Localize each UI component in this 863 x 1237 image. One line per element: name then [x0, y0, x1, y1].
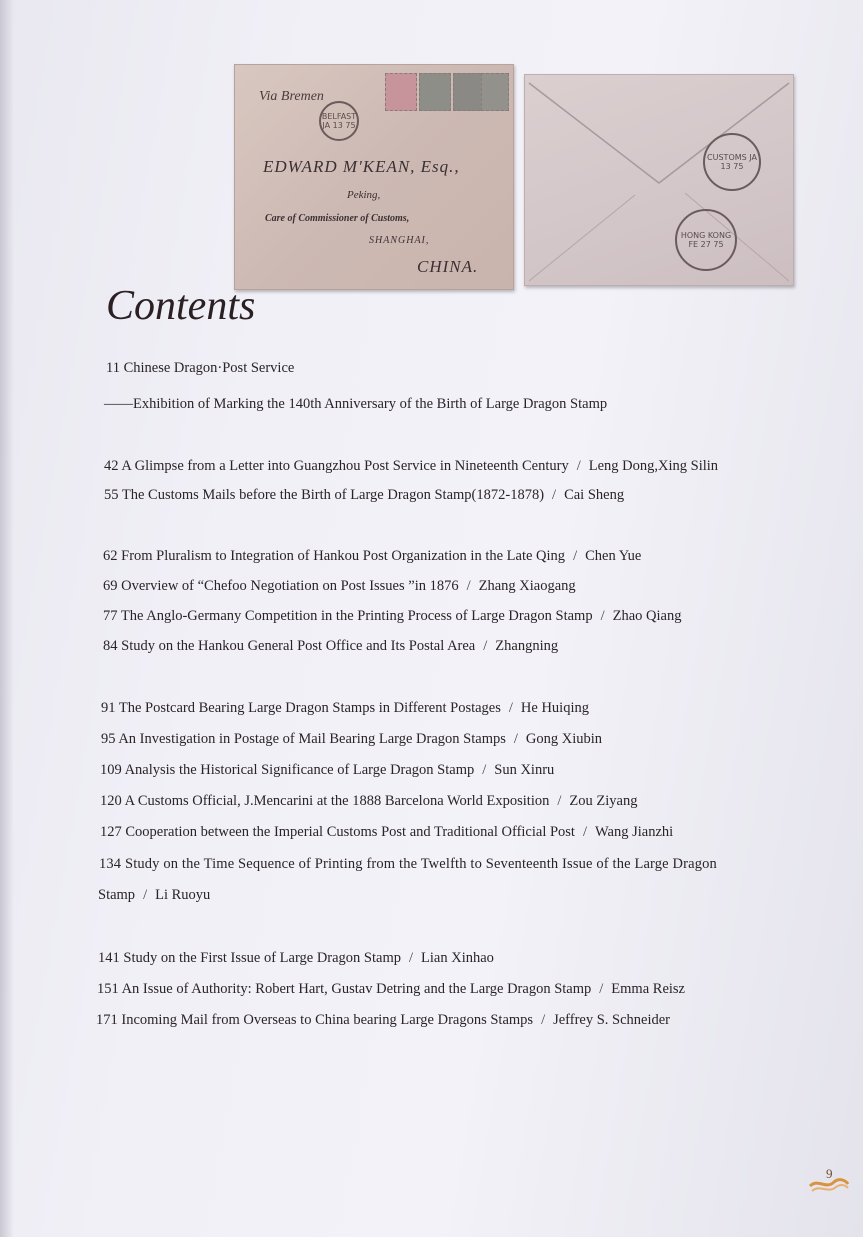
toc-entry-title: 55 The Customs Mails before the Birth of Large Dragon Stamp(1872-1878) [104, 487, 545, 503]
toc-entry [103, 578, 576, 595]
stamp-pink [385, 73, 417, 111]
toc-entry-author: Chen Yue [585, 548, 642, 564]
toc-entry [100, 762, 554, 779]
toc-entry-author: Zhangning [495, 638, 559, 654]
envelope-care-of: Care of Commissioner of Customs, [265, 213, 410, 224]
page-title: Contents [106, 283, 256, 329]
toc-entry-author: Sun Xinru [494, 762, 555, 778]
toc-entry-title: 42 A Glimpse from a Letter into Guangzhou Post Service in Nineteenth Century [104, 458, 569, 474]
toc-entry-title: 120 A Customs Official, J.Mencarini at the 1888 Barcelona World Exposition [100, 793, 550, 809]
toc-entry-title: 134 Study on the Time Sequence of Printing from the Twelfth to Seventeenth Issue of the Large Dragon [99, 856, 717, 872]
toc-entry [98, 950, 494, 967]
envelope-shanghai: SHANGHAI, [369, 235, 430, 246]
separator: / [600, 608, 605, 624]
toc-entry-title: 109 Analysis the Historical Significance of Large Dragon Stamp [100, 762, 475, 778]
stamp-gray [419, 73, 451, 111]
toc-entry [96, 1012, 670, 1029]
toc-entry-author: Zou Ziyang [569, 793, 638, 809]
toc-entry-title: 95 An Investigation in Postage of Mail Bearing Large Dragon Stamps [101, 731, 506, 747]
page-number: 9 [826, 1166, 833, 1181]
envelope-via-text: Via Bremen [259, 89, 324, 104]
separator: / [409, 950, 414, 966]
toc-entry-author: Lian Xinhao [421, 950, 494, 966]
toc-entry [101, 731, 602, 748]
stamp-gray [481, 73, 509, 111]
separator: / [483, 638, 488, 654]
postmark: BELFAST JA 13 75 [319, 101, 359, 141]
postmark: CUSTOMS JA 13 75 [703, 133, 761, 191]
toc-entry-title: Stamp [98, 887, 136, 903]
toc-entry-author: Emma Reisz [611, 981, 685, 997]
separator: / [582, 824, 587, 840]
toc-entry [104, 458, 718, 475]
toc-entry-title: 127 Cooperation between the Imperial Customs Post and Traditional Official Post [100, 824, 575, 840]
toc-entry-title: 77 The Anglo-Germany Competition in the Printing Process of Large Dragon Stamp [103, 608, 593, 624]
toc-entry-author: He Huiqing [520, 700, 589, 716]
toc-entry-title: 171 Incoming Mail from Overseas to China bearing Large Dragons Stamps [96, 1012, 534, 1028]
envelope-city: Peking, [347, 189, 381, 201]
toc-entry [100, 793, 637, 810]
toc-entry-title: 69 Overview of “Chefoo Negotiation on Post Issues ”in 1876 [103, 578, 459, 594]
separator: / [466, 578, 471, 594]
toc-entry-title: 141 Study on the First Issue of Large Dragon Stamp [98, 950, 401, 966]
toc-entry [104, 487, 624, 504]
toc-entry-author: Wang Jianzhi [595, 824, 674, 840]
toc-entry [98, 887, 210, 904]
toc-entry-author: Zhang Xiaogang [478, 578, 576, 594]
separator: / [143, 887, 148, 903]
envelope-country: CHINA. [417, 257, 479, 276]
separator: / [573, 548, 578, 564]
postmark: HONG KONG FE 27 75 [675, 209, 737, 271]
toc-entry [97, 981, 685, 998]
separator: / [576, 458, 581, 474]
toc-entry [103, 638, 558, 655]
toc-entry [100, 824, 673, 841]
toc-entry-author: Zhao Qiang [612, 608, 682, 624]
separator: / [508, 700, 513, 716]
toc-entry-title: 11 Chinese Dragon·Post Service [106, 360, 295, 376]
toc-entry-author: Leng Dong,Xing Silin [588, 458, 719, 474]
toc-entry-author: Gong Xiubin [525, 731, 603, 747]
toc-entry-title: 62 From Pluralism to Integration of Hankou Post Organization in the Late Qing [103, 548, 566, 564]
book-spine-shadow [0, 0, 14, 1237]
separator: / [557, 793, 562, 809]
toc-entry [101, 700, 589, 717]
toc-entry-title: 91 The Postcard Bearing Large Dragon Stamps in Different Postages [101, 700, 501, 716]
separator: / [541, 1012, 546, 1028]
toc-entry-author: Li Ruoyu [155, 887, 211, 903]
toc-entry [99, 856, 717, 873]
separator: / [552, 487, 557, 503]
toc-entry [103, 548, 641, 565]
separator: / [482, 762, 487, 778]
toc-entry [106, 360, 294, 377]
toc-entry [103, 608, 681, 625]
separator: / [513, 731, 518, 747]
toc-entry-author: Cai Sheng [564, 487, 625, 503]
toc-entry [104, 396, 607, 413]
envelope-back-image [524, 74, 794, 286]
envelope-front-image [234, 64, 514, 290]
toc-entry-author: Jeffrey S. Schneider [553, 1012, 670, 1028]
toc-entry-title: 151 An Issue of Authority: Robert Hart, Gustav Detring and the Large Dragon Stamp [97, 981, 592, 997]
envelope-addressee: EDWARD M'KEAN, Esq., [263, 157, 460, 176]
toc-entry-title: 84 Study on the Hankou General Post Office and Its Postal Area [103, 638, 476, 654]
toc-entry-title: ——Exhibition of Marking the 140th Anniversary of the Birth of Large Dragon Stamp [104, 396, 608, 412]
separator: / [599, 981, 604, 997]
